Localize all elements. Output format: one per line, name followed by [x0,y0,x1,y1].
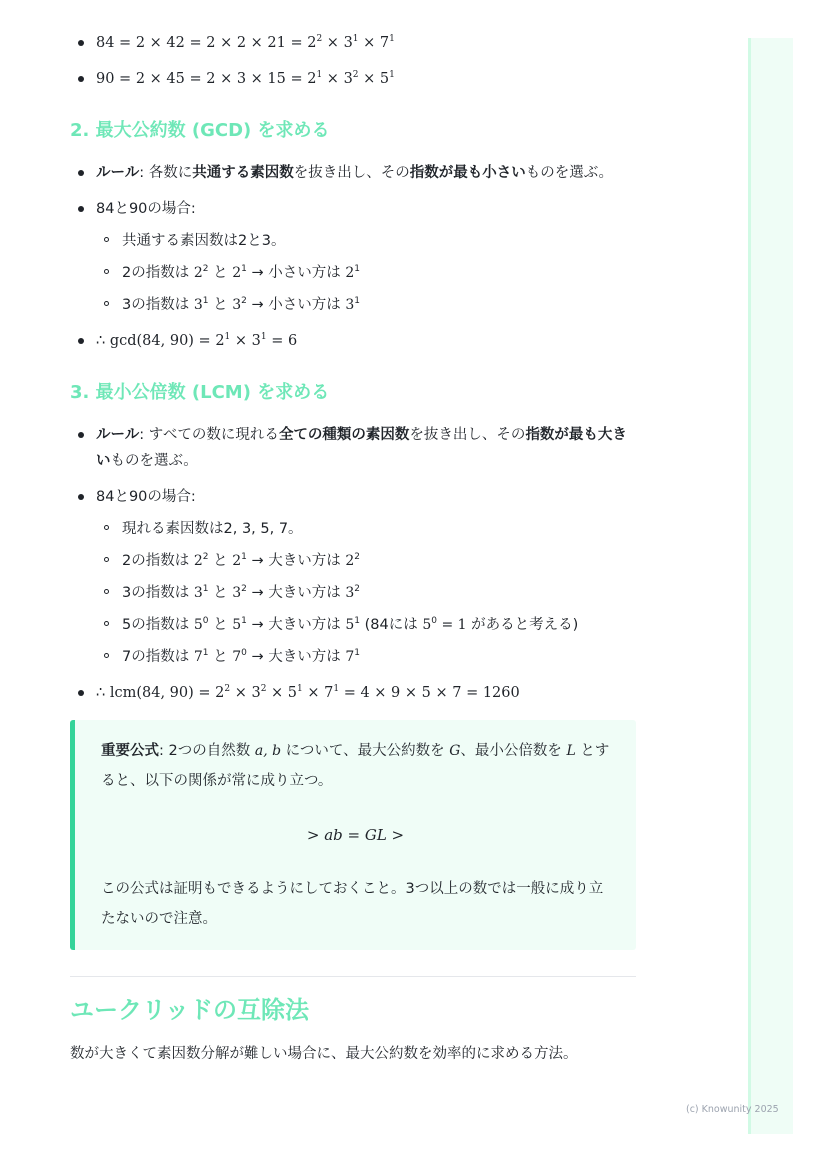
lcm-rule: ルール: すべての数に現れる全ての種類の素因数を抜き出し、その指数が最も大きいものを選ぶ。 [70,422,636,474]
callout-formula: > ab = GL > [306,826,405,844]
important-formula-callout [70,720,636,950]
lcm-sub-5: 5の指数は $5^0$ と $5^1$ → 大きい方は $5^1$ (84には $5^0 = 1$ があると考える) [96,612,636,638]
gcd-sub-2: 2の指数は $2^2$ と $2^1$ → 小さい方は $2^1$ [96,260,636,286]
lcm-list [70,422,636,706]
lcm-sub-primes: 現れる素因数は2, 3, 5, 7。 [96,516,636,542]
document-body [70,30,636,1067]
gcd-list [70,160,636,354]
gcd-sub-3: 3の指数は $3^1$ と $3^2$ → 小さい方は $3^1$ [96,292,636,318]
right-side-panel [748,38,793,1134]
lcm-sub-7: 7の指数は $7^1$ と $7^0$ → 大きい方は $7^1$ [96,644,636,670]
gcd-result: ∴ gcd(84, $90) = 2^1 \times 3^1 = 6$ [70,328,636,354]
factorization-list [70,30,636,92]
lcm-heading: 3. 最小公倍数 (LCM) を求める [70,382,330,403]
lcm-case: 84と90の場合: 現れる素因数は2, 3, 5, 7。 2の指数は $2^2$ と $2^1$ → 大きい方は $2^2$ 3の指数は $3^1$ と $3^2$ → 大きい方は $3^2$ 5の指数は $5^0$ と $5^1$ → 大きい方は $5^1$ (84には $5^0 = 1$ があると考える) 7の指数は $7^1$ と $7^0$ → 大きい方は $7^1$ [70,484,636,670]
factor-90: $90 = 2 \times 45 = 2 \times 3 \times 15 = 2^1 \times 3^2 \times 5^1$ [70,66,636,92]
gcd-case: 84と90の場合: 共通する素因数は2と3。 2の指数は $2^2$ と $2^1$ → 小さい方は $2^1$ 3の指数は $3^1$ と $3^2$ → 小さい方は $3^1$ [70,196,636,318]
callout-footer: この公式は証明もできるようにしておくこと。3つ以上の数では一般に成り立たないので注意。 [101,881,604,927]
gcd-heading: 2. 最大公約数 (GCD) を求める [70,120,330,141]
copyright-footer: (c) Knowunity 2025 [686,1104,779,1115]
lcm-sub-3: 3の指数は $3^1$ と $3^2$ → 大きい方は $3^2$ [96,580,636,606]
factor-84: $84 = 2 \times 42 = 2 \times 2 \times 21 = 2^2 \times 3^1 \times 7^1$ [70,30,636,56]
lcm-sub-2: 2の指数は $2^2$ と $2^1$ → 大きい方は $2^2$ [96,548,636,574]
lcm-result: ∴ lcm(84, $90) = 2^2 \times 3^2 \times 5^1 \times 7^1 = 4 \times 9 \times 5 \times 7 = 1260$ [70,680,636,706]
section-divider [70,976,636,977]
gcd-sub-common: 共通する素因数は2と3。 [96,228,636,254]
callout-intro: 重要公式: 2つの自然数 a, b について、最大公約数を G、最小公倍数を L とすると、以下の関係が常に成り立つ。 [101,743,610,789]
euclid-heading: ユークリッドの互除法 [70,996,310,1024]
euclid-intro: 数が大きくて素因数分解が難しい場合に、最大公約数を効率的に求める方法。 [70,1046,578,1062]
gcd-rule: ルール: 各数に共通する素因数を抜き出し、その指数が最も小さいものを選ぶ。 [70,160,636,186]
